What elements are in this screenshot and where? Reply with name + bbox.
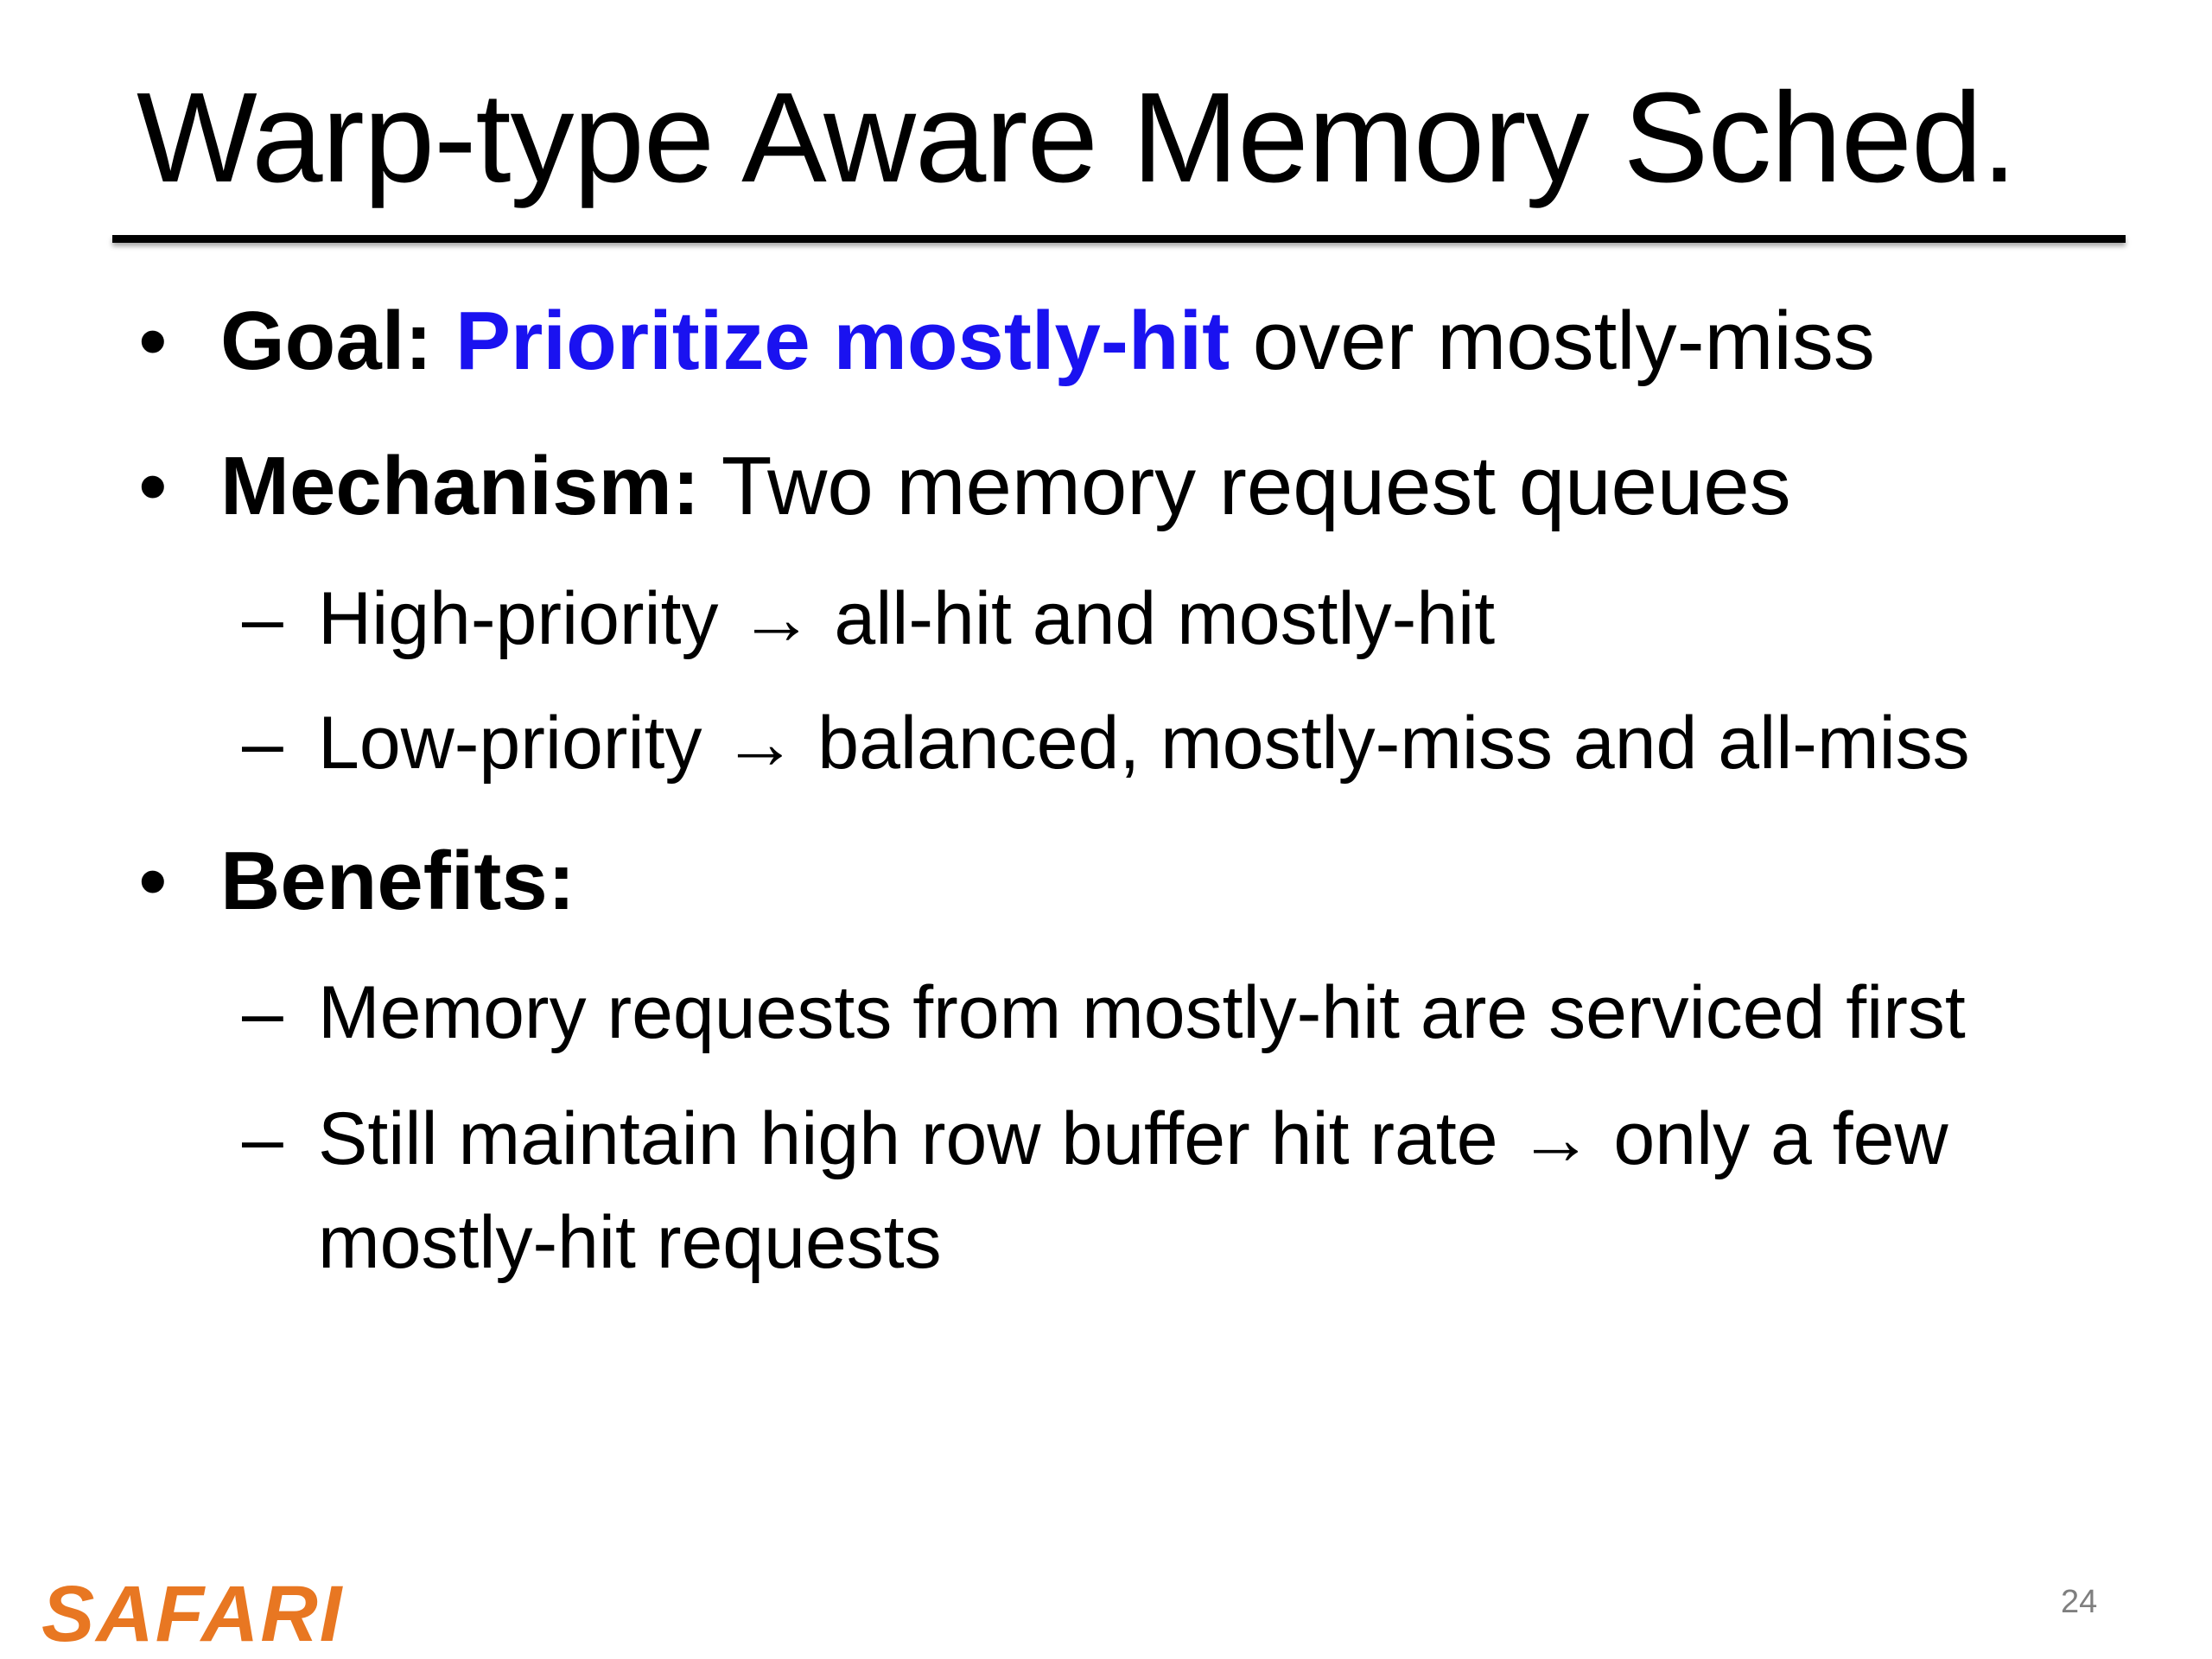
dash-marker: –	[242, 577, 283, 660]
mechanism-rest: Two memory request queues	[721, 440, 1791, 532]
dash-marker: –	[242, 1097, 283, 1180]
arrow-right-icon: →	[722, 702, 798, 785]
dash-marker: –	[242, 971, 283, 1054]
goal-rest: over mostly-miss	[1252, 295, 1875, 387]
benefit-row-buffer-result: only a few	[1613, 1097, 1948, 1180]
bullet-marker: •	[138, 295, 168, 387]
low-priority-target: balanced, mostly-miss and all-miss	[817, 702, 1970, 785]
benefit-row-buffer-text: Still maintain high row buffer hit rate	[318, 1097, 1498, 1180]
high-priority-target: all-hit and mostly-hit	[834, 577, 1496, 660]
bullet-marker: •	[138, 440, 168, 532]
benefits-label: Benefits:	[220, 835, 575, 927]
benefit-row-buffer-continuation: mostly-hit requests	[318, 1201, 942, 1284]
slide-title: Warp-type Aware Memory Sched.	[137, 67, 2017, 209]
low-priority-label: Low-priority	[318, 702, 702, 785]
goal-label: Goal:	[220, 295, 433, 387]
sub-benefit-row-buffer	[242, 1087, 1948, 1191]
sub-benefit-serviced-first	[242, 961, 1966, 1065]
goal-highlight: Prioritize mostly-hit	[455, 295, 1230, 387]
high-priority-label: High-priority	[318, 577, 719, 660]
page-number: 24	[2061, 1584, 2098, 1620]
benefit-serviced-first-text: Memory requests from mostly-hit are serviced first	[318, 971, 1966, 1054]
safari-logo: SAFARI	[41, 1570, 344, 1658]
sub-low-priority	[242, 691, 1970, 795]
bullet-goal	[138, 289, 1875, 393]
arrow-right-icon: →	[1518, 1097, 1593, 1180]
dash-marker: –	[242, 702, 283, 785]
arrow-right-icon: →	[739, 577, 814, 660]
bullet-benefits	[138, 830, 575, 933]
bullet-marker: •	[138, 835, 168, 927]
bullet-mechanism	[138, 435, 1791, 538]
mechanism-label: Mechanism:	[220, 440, 700, 532]
sub-high-priority	[242, 567, 1496, 671]
